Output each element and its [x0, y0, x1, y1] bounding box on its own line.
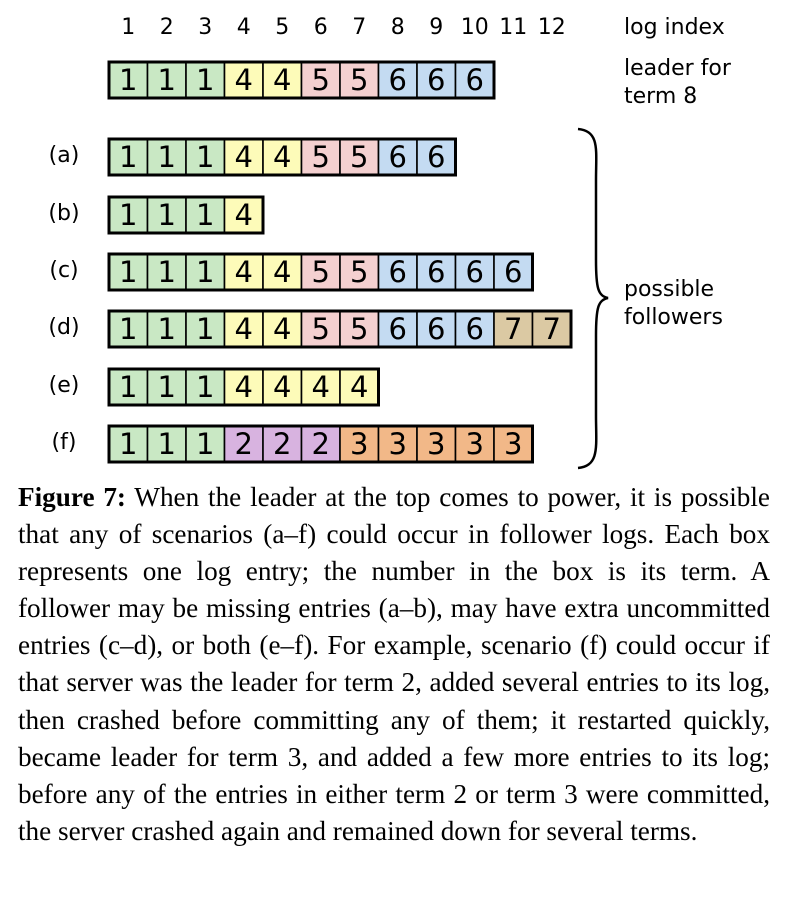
follower-log-entry — [225, 139, 264, 175]
svg-text:5: 5 — [350, 63, 369, 97]
leader-label-line-1: leader for — [624, 56, 731, 81]
svg-text:6: 6 — [388, 312, 407, 346]
svg-text:3: 3 — [427, 427, 446, 461]
svg-text:7: 7 — [542, 312, 561, 346]
follower-log-entry — [340, 426, 379, 462]
follower-log-entry — [148, 369, 187, 405]
svg-text:5: 5 — [350, 255, 369, 289]
follower-log-entry — [186, 254, 225, 290]
svg-text:6: 6 — [388, 255, 407, 289]
follower-log-entry — [263, 139, 302, 175]
log-index-number: 8 — [390, 15, 405, 40]
svg-text:6: 6 — [388, 140, 407, 174]
follower-log-entry — [186, 139, 225, 175]
svg-text:4: 4 — [234, 63, 253, 97]
followers-label-line-1: possible — [624, 277, 715, 302]
svg-text:1: 1 — [119, 255, 138, 289]
svg-text:1: 1 — [196, 140, 215, 174]
follower-label: (f) — [51, 430, 77, 455]
follower-log-entry — [263, 311, 302, 347]
follower-log-entry — [263, 254, 302, 290]
follower-log-row — [49, 369, 379, 405]
follower-log-row — [49, 139, 456, 175]
follower-log-row — [52, 426, 533, 462]
follower-log-row — [49, 254, 532, 290]
follower-log-entry — [302, 426, 341, 462]
svg-text:4: 4 — [234, 312, 253, 346]
follower-log-entry — [379, 254, 418, 290]
follower-label: (e) — [48, 373, 80, 398]
svg-text:6: 6 — [427, 63, 446, 97]
follower-log-entry — [225, 369, 264, 405]
svg-text:6: 6 — [465, 255, 484, 289]
follower-log-entry — [225, 254, 264, 290]
svg-text:7: 7 — [504, 312, 523, 346]
log-index-number: 6 — [313, 15, 328, 40]
follower-log-entry — [109, 311, 148, 347]
follower-logs — [48, 139, 571, 462]
follower-log-entry — [340, 369, 379, 405]
log-index-number: 10 — [460, 15, 489, 40]
follower-label: (c) — [49, 258, 79, 283]
svg-text:4: 4 — [350, 370, 369, 404]
svg-text:5: 5 — [350, 312, 369, 346]
svg-text:5: 5 — [311, 255, 330, 289]
leader-log-entry — [456, 62, 495, 98]
follower-log-entry — [263, 369, 302, 405]
svg-text:4: 4 — [234, 198, 253, 232]
svg-text:4: 4 — [234, 255, 253, 289]
figure-caption — [18, 479, 770, 850]
svg-text:4: 4 — [273, 255, 292, 289]
follower-log-entry — [494, 311, 533, 347]
leader-log-entry — [225, 62, 264, 98]
follower-log-entry — [340, 139, 379, 175]
svg-text:6: 6 — [465, 312, 484, 346]
svg-text:4: 4 — [273, 312, 292, 346]
follower-log-entry — [148, 254, 187, 290]
svg-text:1: 1 — [119, 198, 138, 232]
svg-text:4: 4 — [311, 370, 330, 404]
log-index-number: 1 — [121, 15, 136, 40]
follower-log-entry — [109, 369, 148, 405]
follower-label: (b) — [48, 201, 80, 226]
svg-text:6: 6 — [388, 63, 407, 97]
svg-text:6: 6 — [427, 312, 446, 346]
svg-text:3: 3 — [504, 427, 523, 461]
svg-text:2: 2 — [273, 427, 292, 461]
log-index-number: 5 — [275, 15, 290, 40]
follower-log-entry — [379, 426, 418, 462]
follower-label: (d) — [48, 315, 80, 340]
log-index-number: 4 — [236, 15, 251, 40]
follower-label: (a) — [48, 143, 80, 168]
svg-text:4: 4 — [273, 63, 292, 97]
follower-log-entry — [186, 197, 225, 233]
svg-text:6: 6 — [504, 255, 523, 289]
log-index-number: 11 — [499, 15, 528, 40]
svg-text:1: 1 — [196, 63, 215, 97]
svg-text:1: 1 — [157, 370, 176, 404]
follower-log-entry — [379, 311, 418, 347]
follower-log-entry — [148, 197, 187, 233]
follower-log-entry — [109, 197, 148, 233]
log-index-number: 2 — [159, 15, 174, 40]
leader-label-line-2: term 8 — [624, 84, 698, 109]
follower-log-entry — [456, 426, 495, 462]
svg-text:5: 5 — [311, 140, 330, 174]
follower-log-entry — [302, 254, 341, 290]
followers-label-line-2: followers — [624, 305, 723, 330]
log-index-number: 9 — [429, 15, 444, 40]
log-index-row — [121, 15, 566, 40]
svg-text:1: 1 — [119, 140, 138, 174]
svg-text:4: 4 — [273, 140, 292, 174]
follower-log-entry — [379, 139, 418, 175]
follower-log-entry — [417, 139, 456, 175]
log-index-number: 12 — [537, 15, 566, 40]
svg-text:2: 2 — [234, 427, 253, 461]
follower-log-entry — [340, 254, 379, 290]
svg-text:1: 1 — [157, 63, 176, 97]
svg-text:1: 1 — [119, 427, 138, 461]
svg-text:2: 2 — [311, 427, 330, 461]
leader-log-entry — [109, 62, 148, 98]
follower-log-entry — [109, 426, 148, 462]
follower-log-entry — [456, 254, 495, 290]
svg-text:1: 1 — [119, 63, 138, 97]
svg-text:3: 3 — [350, 427, 369, 461]
follower-log-entry — [186, 426, 225, 462]
follower-log-row — [48, 197, 263, 233]
svg-text:5: 5 — [311, 63, 330, 97]
leader-log-entry — [263, 62, 302, 98]
follower-log-entry — [417, 426, 456, 462]
follower-log-row — [48, 311, 571, 347]
leader-log — [109, 62, 494, 98]
svg-text:6: 6 — [427, 255, 446, 289]
follower-log-entry — [302, 311, 341, 347]
follower-log-entry — [494, 254, 533, 290]
svg-text:4: 4 — [273, 370, 292, 404]
follower-log-entry — [302, 139, 341, 175]
svg-text:1: 1 — [119, 370, 138, 404]
follower-log-entry — [109, 254, 148, 290]
log-index-number: 3 — [198, 15, 213, 40]
svg-text:1: 1 — [157, 140, 176, 174]
follower-log-entry — [417, 254, 456, 290]
svg-text:1: 1 — [157, 312, 176, 346]
svg-text:3: 3 — [465, 427, 484, 461]
svg-text:1: 1 — [196, 427, 215, 461]
leader-log-entry — [417, 62, 456, 98]
follower-log-entry — [417, 311, 456, 347]
log-index-number: 7 — [352, 15, 367, 40]
svg-text:4: 4 — [234, 140, 253, 174]
svg-text:6: 6 — [465, 63, 484, 97]
svg-text:5: 5 — [350, 140, 369, 174]
svg-text:1: 1 — [157, 198, 176, 232]
follower-log-entry — [186, 311, 225, 347]
follower-log-entry — [302, 369, 341, 405]
leader-log-entry — [186, 62, 225, 98]
svg-text:1: 1 — [157, 255, 176, 289]
follower-log-entry — [225, 426, 264, 462]
follower-log-entry — [494, 426, 533, 462]
svg-text:6: 6 — [427, 140, 446, 174]
svg-text:1: 1 — [196, 255, 215, 289]
follower-log-entry — [456, 311, 495, 347]
follower-log-entry — [148, 139, 187, 175]
svg-text:3: 3 — [388, 427, 407, 461]
svg-text:5: 5 — [311, 312, 330, 346]
followers-brace — [578, 129, 608, 468]
leader-log-entry — [340, 62, 379, 98]
follower-log-entry — [225, 311, 264, 347]
caption-label: Figure 7: — [18, 482, 126, 512]
leader-log-entry — [379, 62, 418, 98]
leader-log-entry — [148, 62, 187, 98]
svg-text:1: 1 — [196, 198, 215, 232]
follower-log-entry — [109, 139, 148, 175]
follower-log-entry — [148, 311, 187, 347]
follower-log-entry — [186, 369, 225, 405]
follower-log-entry — [148, 426, 187, 462]
svg-text:1: 1 — [119, 312, 138, 346]
svg-text:1: 1 — [196, 312, 215, 346]
follower-log-entry — [263, 426, 302, 462]
svg-text:1: 1 — [196, 370, 215, 404]
follower-log-entry — [225, 197, 264, 233]
leader-log-entry — [302, 62, 341, 98]
svg-text:1: 1 — [157, 427, 176, 461]
follower-log-entry — [340, 311, 379, 347]
caption-text: When the leader at the top comes to power, it is possible that any of scenarios (a–f) could occur in follower logs. Each box represents one log entry; the number in the box is its term. A follower may be missing entries (a–b), may have extra uncommitted entries (c–d), or both (e–f). For example, scenario (f) could occur if that server was the leader for term 2, added several entries to its log, then crashed before committing any of them; it restarted quickly, became leader for term 3, and added a few more entries to its log; before any of the entries in either term 2 or term 3 were committed, the server crashed again and remained down for several terms. — [18, 482, 770, 846]
svg-text:4: 4 — [234, 370, 253, 404]
follower-log-entry — [533, 311, 572, 347]
log-index-label: log index — [624, 15, 725, 40]
